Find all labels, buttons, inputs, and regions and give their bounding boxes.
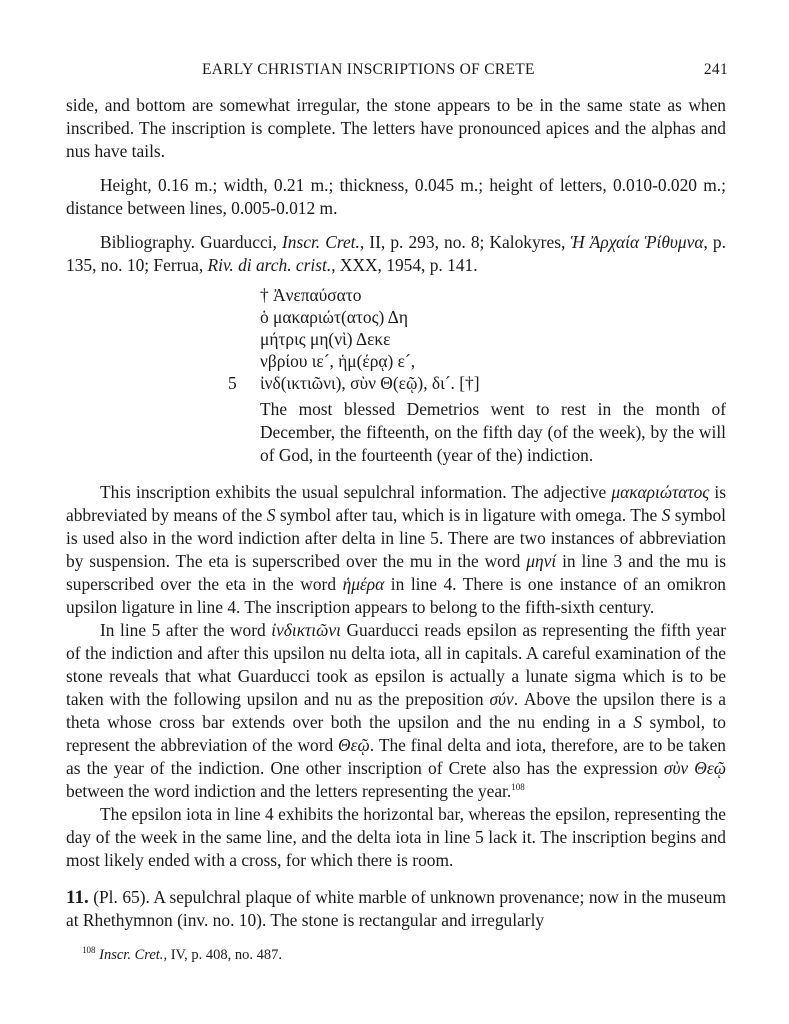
bib-lead: Bibliography. Guarducci,	[100, 232, 282, 252]
c1-g3: ἡμέρα	[342, 574, 385, 594]
bibliography-paragraph	[66, 231, 726, 277]
c1-s2: S	[661, 505, 671, 525]
footnote-reference[interactable]: 108	[511, 782, 525, 793]
line-number: 5	[228, 373, 237, 393]
footnote-rest: , IV, p. 408, no. 487.	[163, 947, 282, 963]
c2-s1: S	[633, 712, 643, 732]
bib-part3: , XXX, 1954, p. 141.	[331, 255, 478, 275]
entry-number: 11.	[66, 887, 89, 908]
c2-b: Guarducci reads epsilon as representing the fifth year of the indiction and after this upsilon nu delta iota, all in capitals. A careful examination of the stone reveals that what Guarducci took as epsilon is actually a lunate sigma which is to be taken with the following upsilon and nu as the preposition	[66, 620, 727, 709]
footnote-source: Inscr. Cret.	[99, 947, 164, 963]
inscription-line-4: νβρίου ιε´, ἡμ(έρᾳ) ε´,	[260, 351, 416, 371]
c2-g4: σὺν Θεῷ	[663, 758, 726, 778]
running-title: EARLY CHRISTIAN INSCRIPTIONS OF CRETE	[202, 61, 535, 78]
c1-f: in line 4. There is one instance of an omikron upsilon ligature in line 4. The inscription appears to belong to the fifth-sixth century.	[66, 574, 726, 617]
c1-g1: μακαριώτατος	[611, 482, 710, 502]
body-text	[66, 94, 726, 932]
running-head	[60, 58, 730, 80]
c1-g2: μηνί	[526, 551, 557, 571]
c1-a: This inscription exhibits the usual sepulchral information. The adjective	[100, 482, 612, 502]
c2-g1: ἰνδικτιῶνι	[271, 620, 341, 640]
inscription-line-1: † Ἀνεπαύσατο	[260, 285, 362, 305]
c1-e: in line 3 and the mu is superscribed over the eta in the word	[66, 551, 726, 594]
commentary-paragraph-1	[66, 481, 726, 619]
bib-greek-title: Ἡ Ἀρχαία Ῥίθυμνα	[570, 232, 704, 252]
dimensions-paragraph: Height, 0.16 m.; width, 0.21 m.; thickness, 0.045 m.; height of letters, 0.010-0.020 m.; distance between lines, 0.005-0.012 m.	[66, 175, 726, 218]
inscription-line-2: ὁ μακαριώτ(ατος) Δη	[260, 307, 408, 327]
c2-d: symbol, to represent the abbreviation of the word	[66, 712, 726, 755]
intro-paragraph: side, and bottom are somewhat irregular, the stone appears to be in the same state as when inscribed. The inscription is complete. The letters have pronounced apices and the alphas and nus have tails.	[66, 95, 726, 161]
inscription-line-3: μήτρις μη(νὶ) Δεκε	[260, 329, 391, 349]
page-number: 241	[703, 61, 728, 78]
bib-part1: , II, p. 293, no. 8; Kalokyres,	[359, 232, 571, 252]
footnote-marker: 108	[82, 945, 96, 956]
bib-insc-cret: Inscr. Cret.	[281, 232, 360, 252]
c2-f: between the word indiction and the letters representing the year.	[66, 781, 512, 801]
inscription-line-5-row	[228, 372, 726, 394]
bib-part2: , p. 135, no. 10; Ferrua,	[66, 232, 726, 275]
c2-a: In line 5 after the word	[100, 620, 272, 640]
inscription-line-5: ἰνδ(ικτιῶνι), σὺν Θ(εῷ), δι´. [†]	[260, 373, 480, 393]
entry-text: (Pl. 65). A sepulchral plaque of white marble of unknown provenance; now in the museum at Rhethymnon (inv. no. 10). The stone is rectangular and irregularly	[66, 887, 726, 930]
c2-e: . The final delta and iota, therefore, are to be taken as the year of the indiction. One other inscription of Crete also has the expression	[66, 735, 727, 778]
entry-paragraph	[66, 886, 726, 932]
c2-c: . Above the upsilon there is a theta whose cross bar extends over both the upsilon and the nu ending in a	[66, 689, 726, 732]
commentary-paragraph-3: The epsilon iota in line 4 exhibits the horizontal bar, whereas the epsilon, representing the day of the week in the same line, and the delta iota in line 5 lack it. The inscription begins and most likely ended with a cross, for which there is room.	[66, 804, 726, 870]
c1-c: symbol after tau, which is in ligature with omega. The	[275, 505, 662, 525]
c1-s1: S	[266, 505, 276, 525]
c2-g2: σύν	[489, 689, 514, 709]
inscription-block	[66, 284, 726, 467]
c2-g3: Θεῷ	[338, 735, 370, 755]
c1-d: symbol is used also in the word indiction after delta in line 5. There are two instances of abbreviation by suspension. The eta is superscribed over the mu in the word	[66, 505, 726, 571]
footnote	[82, 944, 722, 967]
inscription-translation: The most blessed Demetrios went to rest in the month of December, the fifteenth, on the fifth day (of the week), by the will of God, in the fourteenth (year of the) indiction.	[260, 399, 726, 465]
commentary-paragraph-2	[66, 619, 726, 803]
bib-riv: Riv. di arch. crist.	[207, 255, 332, 275]
c1-b: is abbreviated by means of the	[66, 482, 726, 525]
